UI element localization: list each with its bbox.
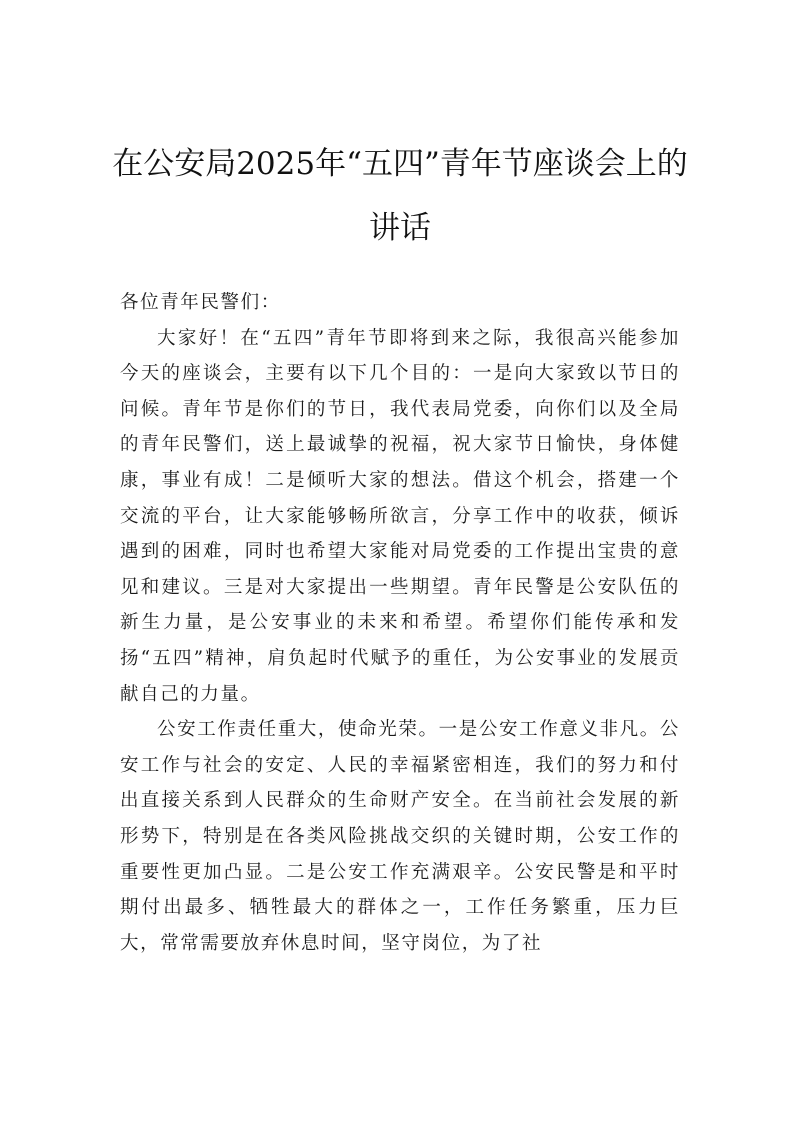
salutation: 各位青年民警们： <box>120 292 281 313</box>
document-body <box>120 285 680 961</box>
paragraph-1: 大家好！在“五四”青年节即将到来之际，我很高兴能参加今天的座谈会，主要有以下几个目的：一是向大家致以节日的问候。青年节是你们的节日，我代表局党委，向你们以及全局的青年民警们，送上最诚挚的祝福，祝大家节日愉快，身体健康，事业有成！二是倾听大家的想法。借这个机会，搭建一个交流的平台，让大家能够畅所欲言，分享工作中的收获，倾诉遇到的困难，同时也希望大家能对局党委的工作提出宝贵的意见和建议。三是对大家提出一些期望。青年民警是公安队伍的新生力量，是公安事业的未来和希望。希望你们能传承和发扬“五四”精神，肩负起时代赋予的重任，为公安事业的发展贡献自己的力量。 <box>120 327 680 705</box>
paragraph-2: 公安工作责任重大，使命光荣。一是公安工作意义非凡。公安工作与社会的安定、人民的幸福紧密相连，我们的努力和付出直接关系到人民群众的生命财产安全。在当前社会发展的新形势下，特别是在各类风险挑战交织的关键时期，公安工作的重要性更加凸显。二是公安工作充满艰辛。公安民警是和平时期付出最多、牺牲最大的群体之一，工作任务繁重，压力巨大，常常需要放弃休息时间，坚守岗位，为了社 <box>120 719 680 954</box>
document-title: 在公安局2025年“五四”青年节座谈会上的讲话 <box>112 146 688 246</box>
